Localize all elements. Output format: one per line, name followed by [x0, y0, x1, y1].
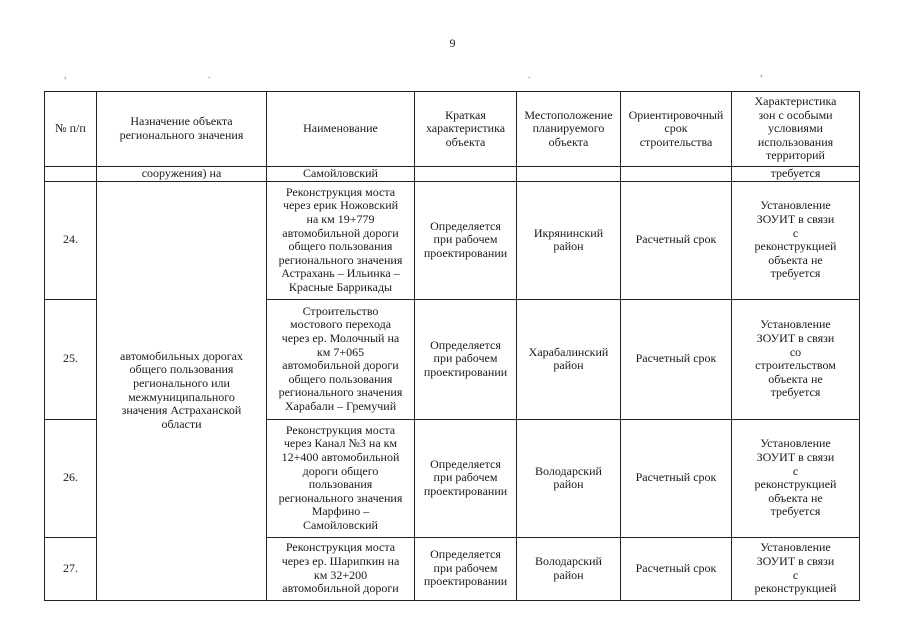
- header-term: Ориентировочный срок строительства: [621, 92, 732, 167]
- scan-speck: ,: [64, 70, 67, 81]
- row-name: Строительство мостового перехода через ер. Молочный на км 7+065 автомобильной дороги общего пользования регионального значения Харабали – Гремучий: [267, 299, 415, 419]
- header-brief: Краткая характеристика объекта: [415, 92, 517, 167]
- row-location: Володарский район: [517, 419, 621, 537]
- row-term: Расчетный срок: [621, 537, 732, 600]
- header-location: Местоположение планируемого объекта: [517, 92, 621, 167]
- scan-speck: .: [528, 70, 531, 81]
- row-num: 27.: [45, 537, 97, 600]
- row-num: 26.: [45, 419, 97, 537]
- row-zones: Установление ЗОУИТ в связи с реконструкцией: [732, 537, 860, 600]
- cont-zones: требуется: [732, 167, 860, 182]
- row-name: Реконструкция моста через Канал №3 на км 12+400 автомобильной дороги общего пользования регионального значения Марфино – Самойловский: [267, 419, 415, 537]
- row-term: Расчетный срок: [621, 181, 732, 299]
- row-location: Харабалинский район: [517, 299, 621, 419]
- scan-speck: ,: [760, 68, 763, 79]
- cont-term: [621, 167, 732, 182]
- row-name: Реконструкция моста через ер. Шарипкин на км 32+200 автомобильной дороги: [267, 537, 415, 600]
- header-name: Наименование: [267, 92, 415, 167]
- row-term: Расчетный срок: [621, 299, 732, 419]
- header-purpose: Назначение объекта регионального значения: [97, 92, 267, 167]
- row-brief: Определяется при рабочем проектировании: [415, 181, 517, 299]
- cont-purpose: сооружения) на: [97, 167, 267, 182]
- cont-name: Самойловский: [267, 167, 415, 182]
- row-location: Володарский район: [517, 537, 621, 600]
- table-row: [45, 181, 860, 299]
- page-number: 9: [449, 36, 456, 50]
- row-num: 24.: [45, 181, 97, 299]
- cont-location: [517, 167, 621, 182]
- objects-table: [44, 91, 860, 601]
- table-header-row: [45, 92, 860, 167]
- purpose-cell: автомобильных дорогах общего пользования регионального или межмуниципального значения Астраханской области: [97, 181, 267, 600]
- row-zones: Установление ЗОУИТ в связи с реконструкцией объекта не требуется: [732, 181, 860, 299]
- row-zones: Установление ЗОУИТ в связи со строительством объекта не требуется: [732, 299, 860, 419]
- cont-brief: [415, 167, 517, 182]
- row-location: Икрянинский район: [517, 181, 621, 299]
- row-name: Реконструкция моста через ерик Ножовский на км 19+779 автомобильной дороги общего пользования регионального значения Астрахань – Ильинка – Красные Баррикады: [267, 181, 415, 299]
- row-brief: Определяется при рабочем проектировании: [415, 537, 517, 600]
- header-zones: Характеристика зон с особыми условиями использования территорий: [732, 92, 860, 167]
- scan-speck: .: [208, 70, 211, 81]
- row-brief: Определяется при рабочем проектировании: [415, 419, 517, 537]
- row-brief: Определяется при рабочем проектировании: [415, 299, 517, 419]
- row-num: 25.: [45, 299, 97, 419]
- cont-num: [45, 167, 97, 182]
- header-num: № п/п: [45, 92, 97, 167]
- row-zones: Установление ЗОУИТ в связи с реконструкцией объекта не требуется: [732, 419, 860, 537]
- continuation-row: [45, 167, 860, 182]
- row-term: Расчетный срок: [621, 419, 732, 537]
